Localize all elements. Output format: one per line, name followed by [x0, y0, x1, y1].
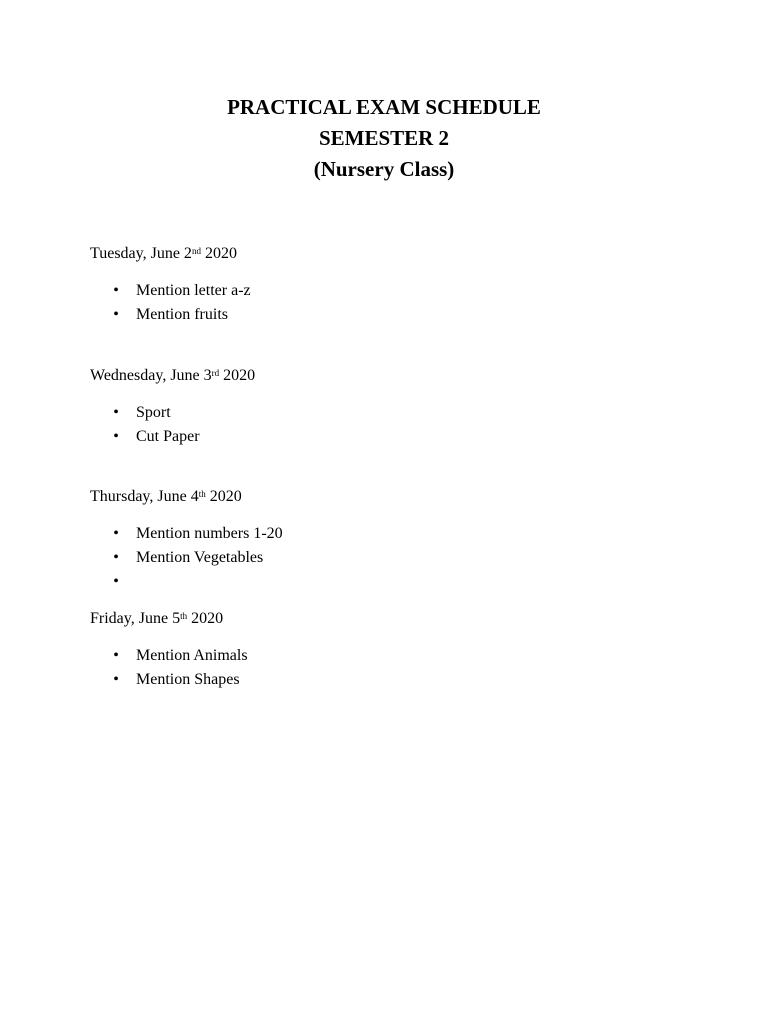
list-item: • Sport [110, 401, 200, 425]
day-items-tuesday [110, 279, 251, 327]
ordinal-suffix: nd [191, 246, 201, 256]
day-heading-thursday: Thursday, June 4th 2020 [90, 488, 242, 505]
list-item: • Mention numbers 1-20 [110, 522, 283, 546]
day-items-thursday [110, 522, 283, 594]
bullet-icon: • [113, 306, 119, 323]
day-heading-friday: Friday, June 5th 2020 [90, 610, 224, 627]
day-heading-tuesday: Tuesday, June 2nd 2020 [90, 245, 237, 262]
title-line-1: PRACTICAL EXAM SCHEDULE [227, 95, 541, 119]
bullet-icon: • [113, 282, 119, 299]
ordinal-suffix: th [180, 611, 188, 621]
list-item: • Cut Paper [110, 425, 200, 449]
ordinal-suffix: rd [211, 368, 220, 378]
bullet-icon: • [113, 647, 119, 664]
list-item: • Mention fruits [110, 303, 251, 327]
list-item: • Mention Vegetables [110, 546, 283, 570]
list-item: • Mention Animals [110, 644, 248, 668]
list-item: • Mention Shapes [110, 668, 248, 692]
list-item [110, 570, 283, 594]
bullet-icon: • [113, 671, 119, 688]
ordinal-suffix: th [198, 489, 206, 499]
bullet-icon: • [113, 573, 119, 590]
day-items-friday [110, 644, 248, 692]
bullet-icon: • [113, 404, 119, 421]
bullet-icon: • [113, 428, 119, 445]
title-line-2: SEMESTER 2 [318, 126, 450, 150]
bullet-icon: • [113, 549, 119, 566]
list-item: • Mention letter a-z [110, 279, 251, 303]
day-heading-wednesday: Wednesday, June 3rd 2020 [90, 367, 256, 384]
day-items-wednesday [110, 401, 200, 449]
document-title [0, 92, 768, 185]
title-line-3: (Nursery Class) [313, 157, 455, 181]
bullet-icon: • [113, 525, 119, 542]
